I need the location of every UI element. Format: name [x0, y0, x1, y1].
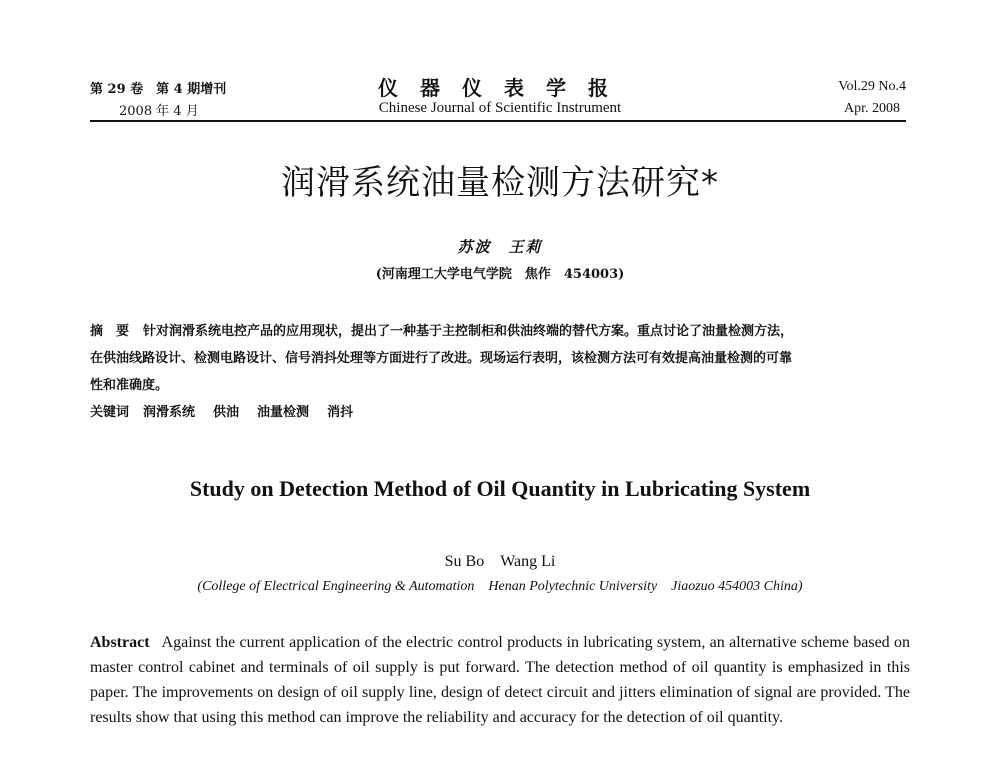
authors-en: Su Bo Wang Li: [444, 553, 556, 570]
abstract-en-text: Against the current application of the electric control products in lubricating system, an alternative scheme based on master control cabinet and terminals of oil supply is put forward. The detection method of oil quantity is emphasized in this paper. The improvements on design of oil supply line, design of detect circuit and jitters elimination of signal are provided. The results show that using this method can improve the reliability and accuracy for the detection of oil quantity.: [90, 634, 910, 726]
journal-name-en: Chinese Journal of Scientific Instrument: [378, 100, 622, 116]
header-date-cn: 2008 年 4 月: [119, 104, 199, 119]
authors-cn: 苏波 王莉: [457, 238, 543, 256]
paper-title-en: Study on Detection Method of Oil Quantity in Lubricating System: [189, 476, 811, 501]
keyword: 供油: [213, 405, 240, 420]
keyword: 油量检测: [257, 405, 310, 420]
abstract-cn-label: 摘 要: [90, 324, 130, 339]
keywords-cn: [90, 399, 910, 426]
abstract-cn-line-3: 性和准确度。: [90, 378, 169, 393]
header-volume-en: Vol.29 No.4: [838, 79, 906, 94]
abstract-cn-line-1: 摘 要 针对润滑系统电控产品的应用现状，提出了一种基于主控制柜和供油终端的替代方案。重点讨论了油量检测方法，: [90, 324, 794, 339]
keyword: 润滑系统: [143, 405, 196, 420]
header-date-en: Apr. 2008: [844, 101, 900, 116]
keywords-cn-label: 关键词: [90, 405, 130, 420]
header-rule: [90, 120, 906, 122]
abstract-cn: [90, 318, 910, 426]
abstract-cn-line-2: 在供油线路设计、检测电路设计、信号消抖处理等方面进行了改进。现场运行表明，该检测方法可有效提高油量检测的可靠: [90, 351, 793, 366]
paper-title-cn: 润滑系统油量检测方法研究*: [281, 163, 719, 203]
abstract-en-label: Abstract: [90, 634, 150, 651]
affiliation-en: (College of Electrical Engineering & Automation Henan Polytechnic University Jiaozuo 454003 China): [197, 579, 803, 594]
header-volume-cn: 第 29 卷 第 4 期增刊: [90, 82, 227, 97]
journal-name-cn: 仪器仪表学报: [378, 76, 630, 100]
abstract-en: [90, 630, 910, 730]
affiliation-cn: (河南理工大学电气学院 焦作 454003): [375, 267, 625, 282]
keyword: 消抖: [327, 405, 354, 420]
